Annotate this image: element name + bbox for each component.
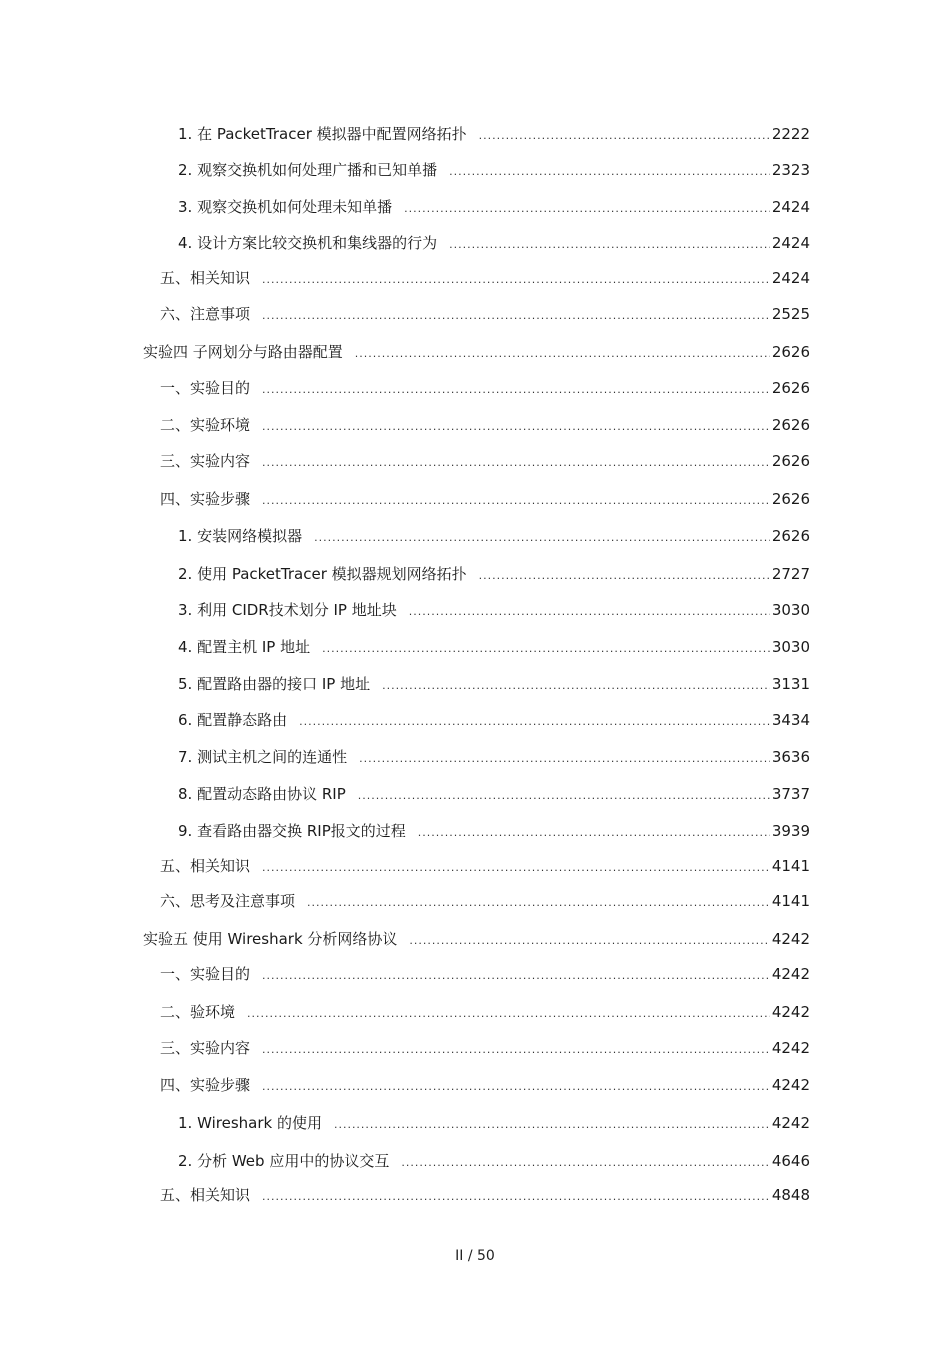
toc-entry[interactable] xyxy=(178,122,810,146)
toc-page-number: 2626 xyxy=(771,343,810,361)
toc-entry[interactable] xyxy=(178,524,810,548)
toc-entry[interactable] xyxy=(160,376,810,400)
toc-page-number: 3131 xyxy=(771,675,810,693)
toc-entry-label: 二、实验环境 xyxy=(160,416,251,434)
toc-leader-dots xyxy=(479,564,770,588)
toc-page-number: 4242 xyxy=(771,930,810,948)
toc-leader-dots xyxy=(449,160,770,184)
toc-page-number: 2222 xyxy=(771,125,810,143)
toc-entry-label: 六、思考及注意事项 xyxy=(160,892,296,910)
toc-entry[interactable] xyxy=(160,449,810,473)
toc-page-number: 2626 xyxy=(771,416,810,434)
toc-entry-label: 1. 在 PacketTracer 模拟器中配置网络拓扑 xyxy=(178,125,467,143)
toc-page-number: 3939 xyxy=(771,822,810,840)
toc-entry-label: 实验五 使用 Wireshark 分析网络协议 xyxy=(143,930,398,948)
toc-entry-label: 1. Wireshark 的使用 xyxy=(178,1114,322,1132)
toc-entry-label: 3. 利用 CIDR技术划分 IP 地址块 xyxy=(178,601,397,619)
toc-leader-dots xyxy=(262,451,770,475)
toc-page-number: 4242 xyxy=(771,1076,810,1094)
toc-entry-label: 2. 使用 PacketTracer 模拟器规划网络拓扑 xyxy=(178,565,467,583)
toc-entry-label: 2. 观察交换机如何处理广播和已知单播 xyxy=(178,161,438,179)
toc-entry[interactable] xyxy=(160,1073,810,1097)
toc-entry[interactable] xyxy=(178,195,810,219)
toc-page-number: 2626 xyxy=(771,452,810,470)
page-footer xyxy=(0,1248,950,1264)
toc-leader-dots xyxy=(409,929,769,953)
toc-leader-dots xyxy=(262,378,770,402)
toc-leader-dots xyxy=(404,197,770,221)
toc-entry-label: 3. 观察交换机如何处理未知单播 xyxy=(178,198,393,216)
toc-leader-dots xyxy=(247,1002,770,1026)
toc-entry-label: 五、相关知识 xyxy=(160,1186,251,1204)
toc-entry-label: 五、相关知识 xyxy=(160,269,251,287)
toc-entry[interactable] xyxy=(160,266,810,290)
toc-entry[interactable] xyxy=(178,1111,810,1135)
toc-leader-dots xyxy=(262,856,770,880)
toc-leader-dots xyxy=(418,821,770,845)
toc-entry[interactable] xyxy=(178,672,810,696)
toc-entry-label: 三、实验内容 xyxy=(160,452,251,470)
toc-leader-dots xyxy=(262,1038,770,1062)
toc-entry-label: 六、注意事项 xyxy=(160,305,251,323)
toc-entry[interactable] xyxy=(178,819,810,843)
toc-entry-label: 一、实验目的 xyxy=(160,965,251,983)
toc-entry[interactable] xyxy=(178,562,810,586)
toc-page-number: 2626 xyxy=(771,379,810,397)
toc-chapter-entry[interactable] xyxy=(143,340,810,364)
toc-entry-label: 7. 测试主机之间的连通性 xyxy=(178,748,348,766)
toc-page-number: 2424 xyxy=(771,234,810,252)
toc-leader-dots xyxy=(262,1185,770,1209)
toc-leader-dots xyxy=(307,891,770,915)
toc-entry-label: 二、验环境 xyxy=(160,1003,236,1021)
toc-entry-label: 四、实验步骤 xyxy=(160,490,251,508)
toc-leader-dots xyxy=(382,674,770,698)
toc-entry[interactable] xyxy=(160,1036,810,1060)
toc-leader-dots xyxy=(479,124,770,148)
toc-entry[interactable] xyxy=(160,889,810,913)
toc-leader-dots xyxy=(262,415,770,439)
toc-leader-dots xyxy=(262,964,770,988)
toc-page-number: 4848 xyxy=(771,1186,810,1204)
toc-leader-dots xyxy=(358,784,770,808)
toc-page-number: 2626 xyxy=(771,490,810,508)
toc-page-number: 2323 xyxy=(771,161,810,179)
toc-chapter-entry[interactable] xyxy=(143,927,810,951)
toc-entry-label: 一、实验目的 xyxy=(160,379,251,397)
toc-leader-dots xyxy=(262,489,770,513)
toc-leader-dots xyxy=(355,342,770,366)
toc-page-number: 4646 xyxy=(771,1152,810,1170)
toc-entry-label: 4. 设计方案比较交换机和集线器的行为 xyxy=(178,234,438,252)
toc-entry[interactable] xyxy=(160,302,810,326)
toc-page-number: 4141 xyxy=(771,857,810,875)
toc-entry[interactable] xyxy=(178,158,810,182)
toc-entry[interactable] xyxy=(160,1000,810,1024)
toc-leader-dots xyxy=(322,637,770,661)
toc-page-number: 4242 xyxy=(771,1003,810,1021)
toc-leader-dots xyxy=(299,710,770,734)
toc-entry[interactable] xyxy=(178,635,810,659)
toc-leader-dots xyxy=(314,526,770,550)
toc-entry[interactable] xyxy=(178,231,810,255)
toc-entry-label: 实验四 子网划分与路由器配置 xyxy=(143,343,343,361)
toc-page-number: 3030 xyxy=(771,638,810,656)
toc-leader-dots xyxy=(262,304,770,328)
toc-leader-dots xyxy=(409,600,770,624)
toc-leader-dots xyxy=(262,268,770,292)
toc-page-number: 4242 xyxy=(771,1039,810,1057)
toc-entry-label: 1. 安装网络模拟器 xyxy=(178,527,303,545)
toc-entry-label: 2. 分析 Web 应用中的协议交互 xyxy=(178,1152,390,1170)
toc-leader-dots xyxy=(359,747,770,771)
toc-leader-dots xyxy=(334,1113,770,1137)
toc-page-number: 2626 xyxy=(771,527,810,545)
toc-page-number: 2525 xyxy=(771,305,810,323)
toc-page-number: 3030 xyxy=(771,601,810,619)
toc-leader-dots xyxy=(262,1075,770,1099)
toc-entry[interactable] xyxy=(160,854,810,878)
toc-entry-label: 四、实验步骤 xyxy=(160,1076,251,1094)
toc-page-number: 3737 xyxy=(771,785,810,803)
toc-entry[interactable] xyxy=(160,962,810,986)
toc-entry[interactable] xyxy=(178,598,810,622)
toc-entry[interactable] xyxy=(160,487,810,511)
toc-entry[interactable] xyxy=(178,1149,810,1173)
toc-page-number: 2424 xyxy=(771,198,810,216)
toc-entry-label: 4. 配置主机 IP 地址 xyxy=(178,638,311,656)
toc-entry[interactable] xyxy=(178,782,810,806)
toc-page-number: 2424 xyxy=(771,269,810,287)
toc-page-number: 4242 xyxy=(771,1114,810,1132)
toc-entry-label: 5. 配置路由器的接口 IP 地址 xyxy=(178,675,371,693)
toc-entry-label: 8. 配置动态路由协议 RIP xyxy=(178,785,346,803)
page-indicator: II / 50 xyxy=(455,1248,495,1264)
toc-page-number: 4242 xyxy=(771,965,810,983)
toc-entry-label: 9. 查看路由器交换 RIP报文的过程 xyxy=(178,822,406,840)
toc-entry-label: 6. 配置静态路由 xyxy=(178,711,288,729)
toc-entry-label: 三、实验内容 xyxy=(160,1039,251,1057)
toc-page-number: 4141 xyxy=(771,892,810,910)
toc-entry[interactable] xyxy=(160,413,810,437)
toc-entry[interactable] xyxy=(178,708,810,732)
toc-entry[interactable] xyxy=(160,1183,810,1207)
toc-page-number: 3434 xyxy=(771,711,810,729)
toc-page-number: 3636 xyxy=(771,748,810,766)
toc-page-number: 2727 xyxy=(771,565,810,583)
toc-entry[interactable] xyxy=(178,745,810,769)
toc-leader-dots xyxy=(449,233,770,257)
toc-leader-dots xyxy=(401,1151,769,1175)
toc-entry-label: 五、相关知识 xyxy=(160,857,251,875)
